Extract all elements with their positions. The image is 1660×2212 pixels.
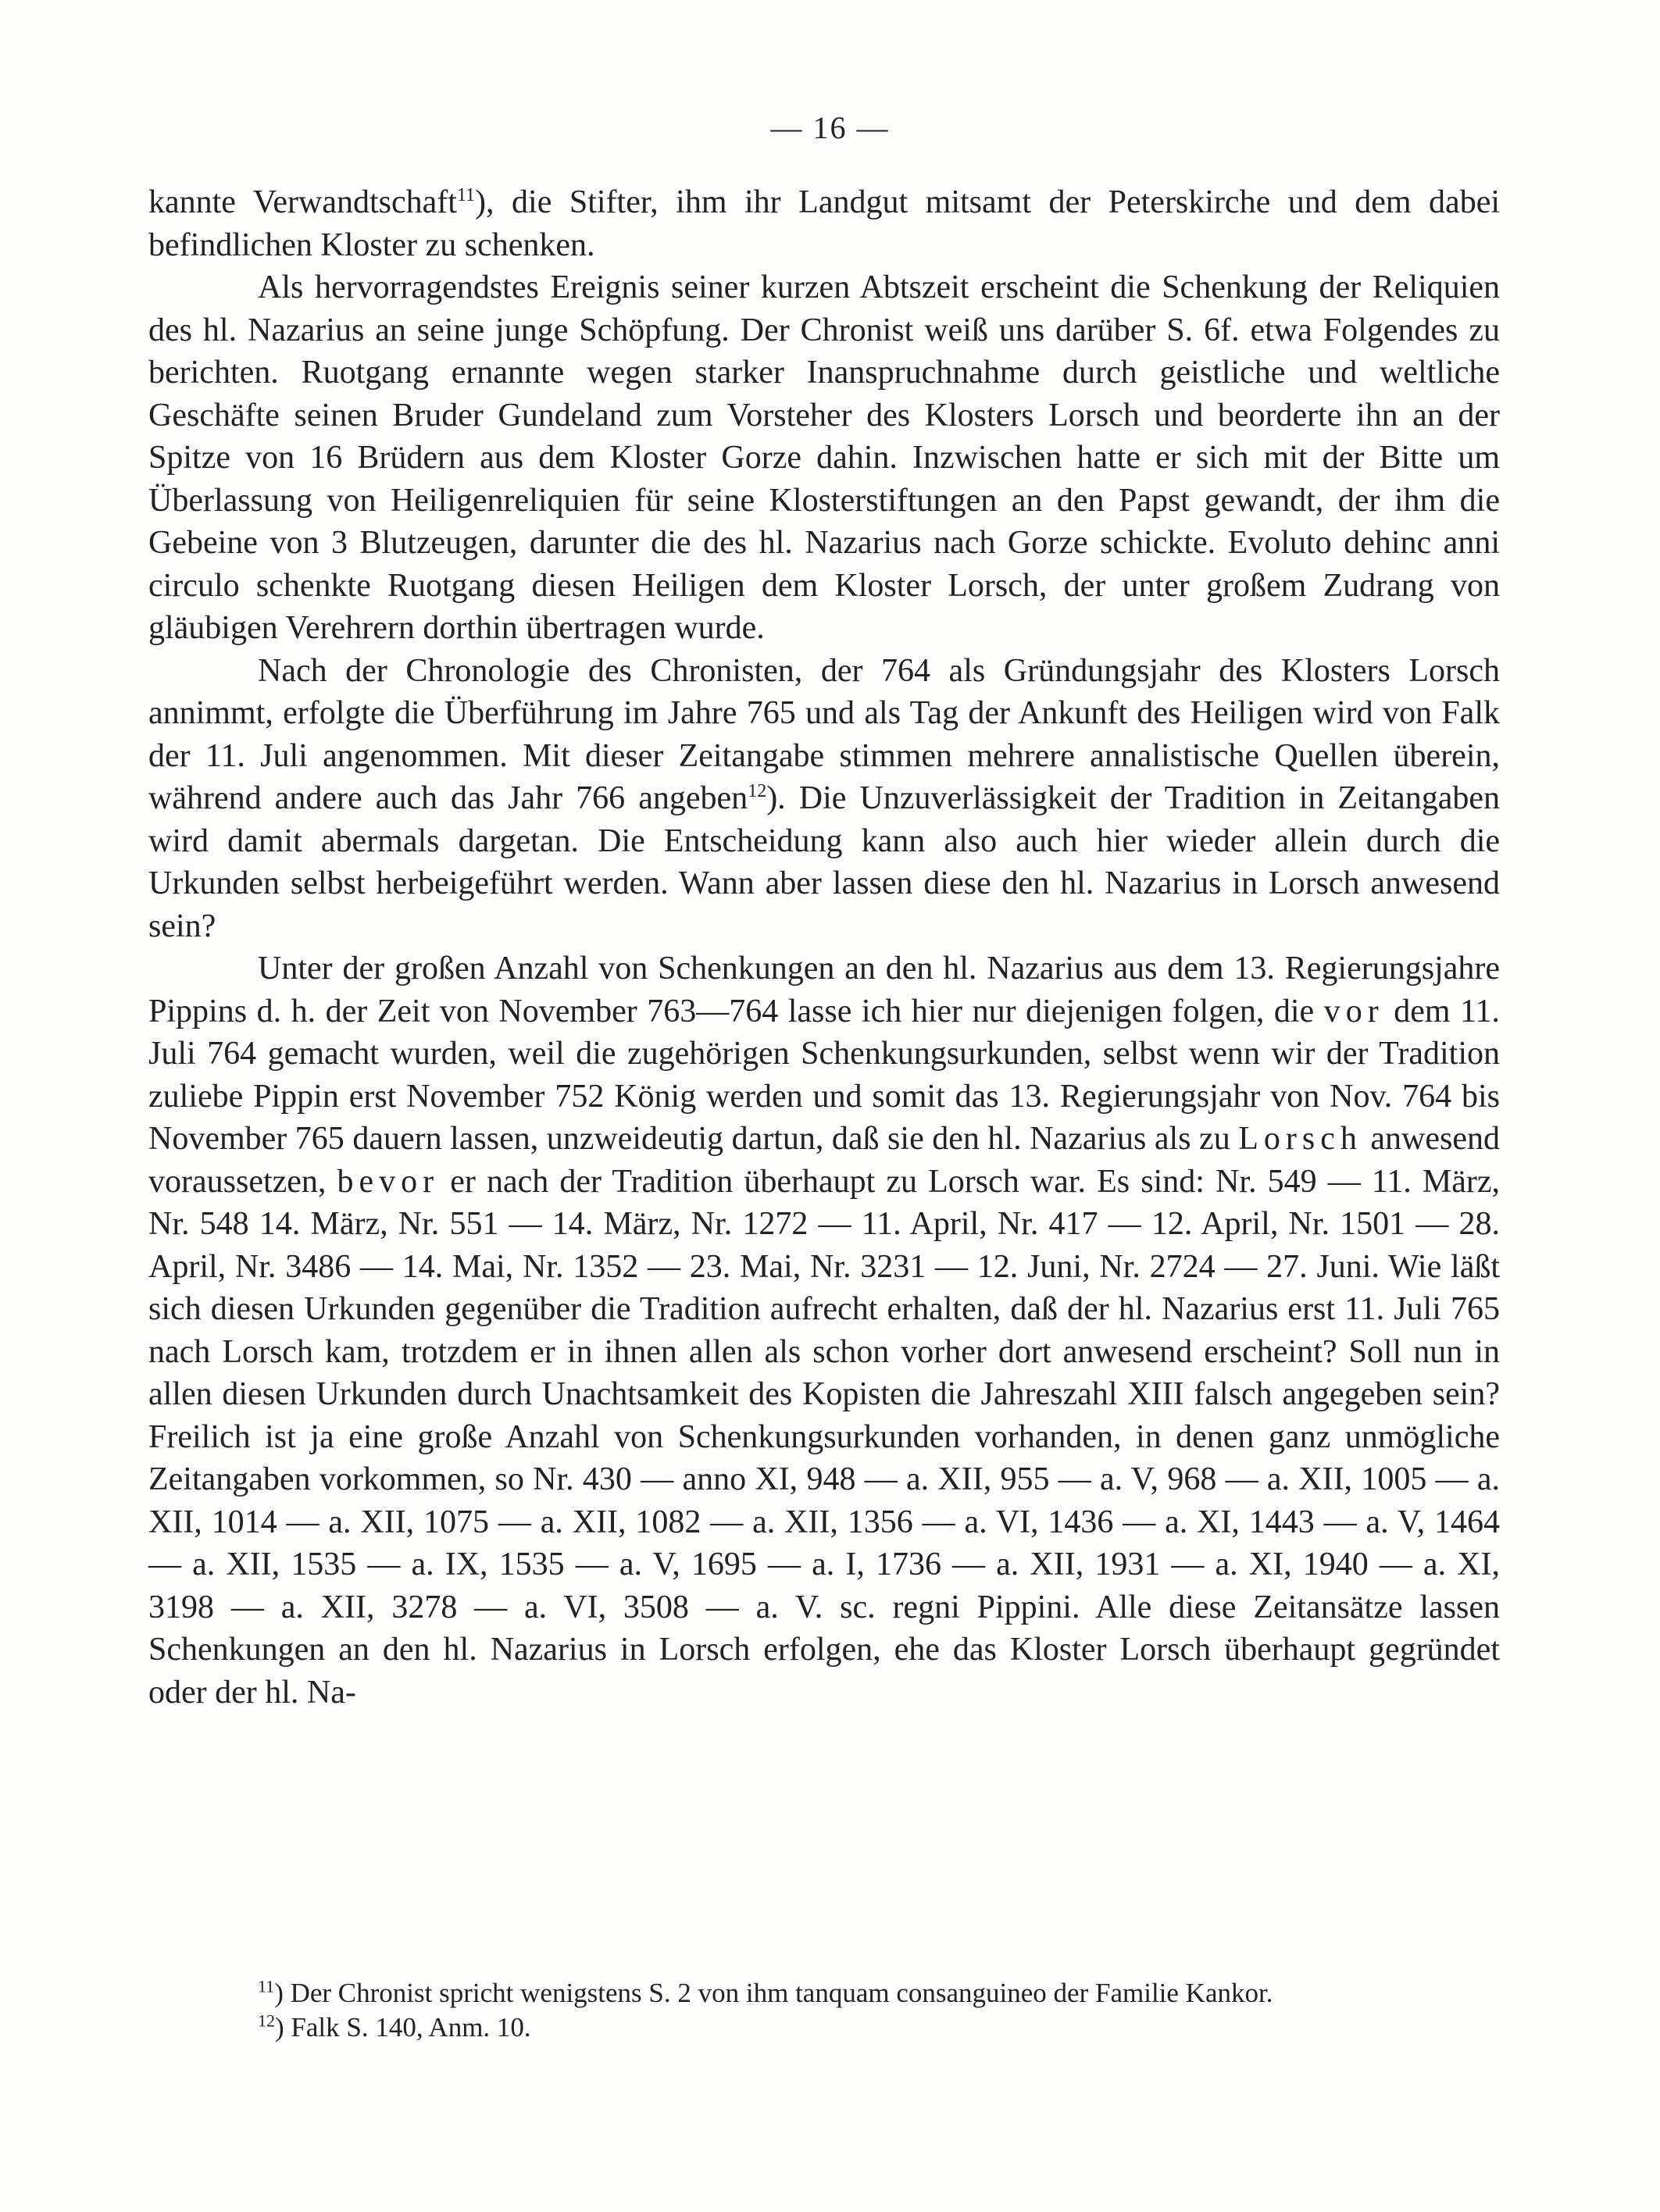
text-run: Als hervorragendstes Ereignis seiner kurzen Abtszeit erscheint die Schenkung der Reliquien des hl. Nazarius an seine junge Schöpfung. Der Chronist weiß uns darüber S. 6f. etwa Folgendes zu berichten. Ruotgang ernannte wegen starker Inanspruchnahme durch geistliche und weltliche Geschäfte seinen Bruder Gundeland zum Vorsteher des Klosters Lorsch und beorderte ihn an der Spitze von 16 Brüdern aus dem Kloster Gorze dahin. Inzwischen hatte er sich mit der Bitte um Überlassung von Heiligenreliquien für seine Klosterstiftungen an den Papst gewandt, der ihm die Gebeine von 3 Blutzeugen, darunter die des hl. Nazarius nach Gorze schickte. Evoluto dehinc anni circulo schenkte Ruotgang diesen Heiligen dem Kloster Lorsch, der unter großem Zudrang von gläubigen Verehrern dorthin übertragen wurde. bbox=[148, 269, 1500, 646]
text-run: Nach der Chronologie des Chronisten, der 764 als Gründungsjahr des Klosters Lorsch annimmt, erfolgte die Überführung im Jahre 765 und als Tag der Ankunft des Heiligen wird von Falk der 11. Juli angenommen. Mit dieser Zeitangabe stimmen mehrere annalistische Quellen überein, während andere auch das Jahr 766 angeben bbox=[148, 652, 1500, 816]
emphasized-text: Lorsch bbox=[1238, 1121, 1362, 1157]
text-run: Unter der großen Anzahl von Schenkungen an den hl. Nazarius aus dem 13. Regierungsjahre Pippins d. h. der Zeit von November 763—764 lasse ich hier nur diejenigen folgen, die bbox=[148, 951, 1500, 1029]
page-number-header: — 16 — bbox=[770, 110, 890, 145]
footnote-reference: 12 bbox=[748, 781, 767, 801]
emphasized-text: bevor bbox=[337, 1163, 440, 1200]
text-run: dem 11. Juli 764 gemacht wurden, weil die zugehörigen Schenkungsurkunden, selbst wenn wir der Tradition zuliebe Pippin erst November 752 König werden und somit das 13. Regierungsjahr von Nov. 764 bis November 765 dauern lassen, unzweideutig dartun, daß sie den hl. Nazarius als zu bbox=[148, 993, 1500, 1157]
text-run: kannte Verwandtschaft bbox=[148, 184, 457, 220]
text-run: ), die Stifter, ihm ihr Landgut mitsamt der Peterskirche und dem dabei befindlichen Kloster zu schenken. bbox=[148, 184, 1501, 263]
footnote-reference: 11 bbox=[456, 185, 476, 205]
body-text bbox=[148, 181, 1500, 1714]
footnote bbox=[148, 2010, 1500, 2045]
paragraph bbox=[148, 181, 1500, 266]
text-run: anwesend voraussetzen, bbox=[148, 1121, 1501, 1200]
footnote-mark: 11 bbox=[258, 1976, 275, 1996]
text-run: ). Die Unzuverlässigkeit der Tradition in Zeitangaben wird damit abermals dargetan. Die Entscheidung kann also auch hier wieder allein durch die Urkunden selbst herbeigeführt werden. Wann aber lassen diese den hl. Nazarius in Lorsch anwesend sein? bbox=[148, 780, 1500, 944]
emphasized-text: vor bbox=[1323, 993, 1384, 1029]
footnote-text: ) Falk S. 140, Anm. 10. bbox=[275, 2012, 531, 2043]
paragraph bbox=[148, 947, 1500, 1714]
text-run: er nach der Tradition überhaupt zu Lorsch war. Es sind: Nr. 549 — 11. März, Nr. 548 14. März, Nr. 551 — 14. März, Nr. 1272 — 11. April, Nr. 417 — 12. April, Nr. 1501 — 28. April, Nr. 3486 — 14. Mai, Nr. 1352 — 23. Mai, Nr. 3231 — 12. Juni, Nr. 2724 — 27. Juni. Wie läßt sich diesen Urkunden gegenüber die Tradition aufrecht erhalten, daß der hl. Nazarius erst 11. Juli 765 nach Lorsch kam, trotzdem er in ihnen allen als schon vorher dort anwesend erscheint? Soll nun in allen diesen Urkunden durch Unachtsamkeit des Kopisten die Jahreszahl XIII falsch angegeben sein? Freilich ist ja eine große Anzahl von Schenkungsurkunden vorhanden, in denen ganz unmögliche Zeitangaben vorkommen, so Nr. 430 — anno XI, 948 — a. XII, 955 — a. V, 968 — a. XII, 1005 — a. XII, 1014 — a. XII, 1075 — a. XII, 1082 — a. XII, 1356 — a. VI, 1436 — a. XI, 1443 — a. V, 1464 — a. XII, 1535 — a. IX, 1535 — a. V, 1695 — a. I, 1736 — a. XII, 1931 — a. XI, 1940 — a. XI, 3198 — a. XII, 3278 — a. VI, 3508 — a. V. sc. regni Pippini. Alle diese Zeitansätze lassen Schenkungen an den hl. Nazarius in Lorsch erfolgen, ehe das Kloster Lorsch überhaupt gegründet oder der hl. Na- bbox=[148, 1163, 1500, 1711]
footnotes bbox=[148, 1976, 1500, 2045]
footnote-text: ) Der Chronist spricht wenigstens S. 2 von ihm tanquam consanguineo der Familie Kankor. bbox=[274, 1978, 1273, 2008]
paragraph bbox=[148, 650, 1500, 948]
footnote-mark: 12 bbox=[258, 2010, 275, 2031]
footnote bbox=[148, 1976, 1500, 2010]
paragraph bbox=[148, 266, 1500, 650]
